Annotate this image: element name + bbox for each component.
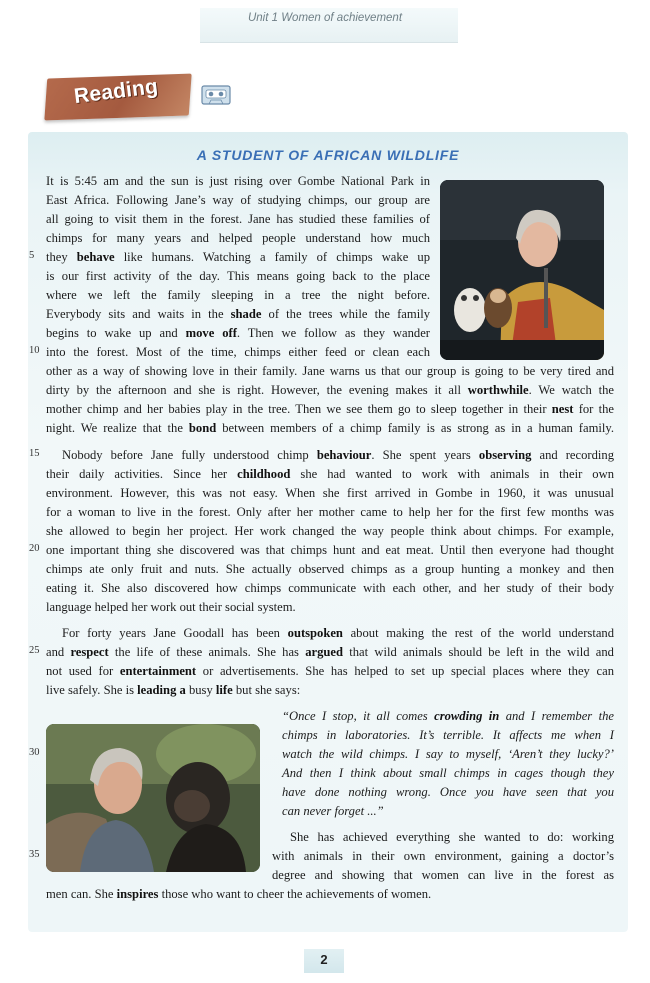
- text-line: [46, 522, 614, 540]
- line-number: 5: [29, 250, 35, 261]
- text-line: [46, 381, 614, 399]
- key-word: move off: [185, 326, 237, 340]
- text-span: . We watch the: [528, 383, 614, 397]
- text-span: And then I think about small chimps in cages though they: [282, 766, 614, 780]
- section-label: Reading: [72, 74, 160, 109]
- text-span: chimps ate only fruit and nuts. She actually observed chimps as a group hunting a monkey and then: [46, 562, 614, 576]
- line-number: 20: [29, 543, 40, 554]
- text-line: [46, 681, 614, 699]
- text-span: It is 5:45 am and the sun is just rising over Gombe National Park in: [46, 174, 430, 188]
- text-line: [46, 465, 614, 483]
- text-line: [46, 419, 614, 437]
- text-line: [46, 400, 614, 418]
- line-number: 10: [29, 345, 40, 356]
- text-line: [46, 503, 614, 521]
- text-line: [46, 305, 430, 323]
- text-line: [46, 662, 614, 680]
- text-span: dirty by the afternoon and she is right. However, the evening makes it all: [46, 383, 468, 397]
- text-span: “Once I stop, it all comes: [282, 709, 435, 723]
- key-word: childhood: [237, 467, 291, 481]
- text-line: [272, 847, 614, 865]
- text-line: [272, 866, 614, 884]
- text-span: busy: [185, 683, 216, 697]
- text-span: night. We realize that the: [46, 421, 189, 435]
- text-span: mother chimp and her babies play in the tree. Then we see them go to sleep together in their: [46, 402, 552, 416]
- text-line: [46, 324, 430, 342]
- key-word: crowding in: [434, 709, 500, 723]
- text-span: live safely. She is: [46, 683, 138, 697]
- text-span: Everybody sits and waits in the: [46, 307, 231, 321]
- text-span: but she says:: [232, 683, 301, 697]
- text-line: [46, 229, 430, 247]
- text-span: men can. She: [46, 887, 117, 901]
- key-word: observing: [478, 448, 532, 462]
- text-span: and: [46, 645, 71, 659]
- text-span: For forty years Jane Goodall has been: [62, 626, 288, 640]
- text-span: their daily activities. Since her: [46, 467, 238, 481]
- text-line: [62, 446, 614, 464]
- text-span: where we left the family sleeping in a tree the night before.: [46, 288, 430, 302]
- text-line: [290, 828, 614, 846]
- text-span: environment. However, this was not easy. When she first arrived in Gombe in 1960, it was unusual: [46, 486, 614, 500]
- text-line: [46, 362, 614, 380]
- article-title: A STUDENT OF AFRICAN WILDLIFE: [196, 147, 460, 163]
- line-number: 25: [29, 645, 40, 656]
- text-line: [46, 210, 430, 228]
- text-span: Nobody before Jane fully understood chimp: [62, 448, 317, 462]
- text-span: about making the rest of the world understand: [342, 626, 614, 640]
- text-line: [46, 885, 614, 903]
- text-span: chimps in laboratories. It’s terrible. It affects me when I: [282, 728, 614, 742]
- text-span: she had wanted to work with animals in their own: [290, 467, 614, 481]
- key-word: entertainment: [119, 664, 197, 678]
- text-line: [46, 598, 614, 616]
- text-span: . She spent years: [371, 448, 479, 462]
- text-line: [46, 560, 614, 578]
- text-span: and I remember the: [499, 709, 614, 723]
- line-number: 15: [29, 448, 40, 459]
- line-number: 30: [29, 747, 40, 758]
- text-span: into the forest. Most of the time, chimps either feed or clean each: [46, 345, 430, 359]
- text-span: one important thing she discovered was that chimps hunt and eat meat. Until then everyone had thought: [46, 543, 614, 557]
- text-span: that wild animals should be left in the wild and: [343, 645, 614, 659]
- text-span: language helped her work out their social system.: [46, 600, 296, 614]
- line-number: 35: [29, 849, 40, 860]
- text-span: all going to visit them in the forest. Jane has studied these families of: [46, 212, 430, 226]
- text-line: [46, 541, 614, 559]
- text-span: chimps for many years and helped people understand how much: [46, 231, 430, 245]
- text-line: [46, 267, 430, 285]
- text-span: those who want to cheer the achievements of women.: [158, 887, 432, 901]
- text-span: of the trees while the family: [261, 307, 430, 321]
- text-span: not used for: [46, 664, 120, 678]
- text-span: East Africa. Following Jane’s way of studying chimps, our group are: [46, 193, 430, 207]
- text-span: begins to wake up and: [46, 326, 186, 340]
- key-word: inspires: [116, 887, 159, 901]
- key-word: respect: [70, 645, 109, 659]
- text-line: [46, 643, 614, 661]
- text-line: [282, 707, 614, 725]
- key-word: argued: [305, 645, 343, 659]
- key-word: shade: [230, 307, 262, 321]
- text-line: [46, 248, 430, 266]
- text-span: watch the wild chimps. I say to myself, ‘Aren’t they lucky?’: [282, 747, 614, 761]
- text-line: [46, 191, 430, 209]
- text-line: [282, 802, 614, 820]
- cassette-tape-icon: [201, 84, 231, 106]
- text-span: between members of a chimp family is as strong as in a human family.: [216, 421, 614, 435]
- key-word: leading a: [137, 683, 186, 697]
- text-span: . Then we follow as they wander: [236, 326, 430, 340]
- text-span: like humans. Watching a family of chimps wake up: [114, 250, 430, 264]
- text-line: [282, 726, 614, 744]
- text-line: [46, 343, 430, 361]
- key-word: behaviour: [316, 448, 372, 462]
- key-word: life: [215, 683, 233, 697]
- jane-goodall-photo: [440, 180, 604, 360]
- key-word: bond: [188, 421, 217, 435]
- jane-goodall-with-chimp-photo: [46, 724, 260, 872]
- key-word: nest: [551, 402, 574, 416]
- text-span: she allowed to begin her project. Her work changed the way people think about chimps. For example,: [46, 524, 614, 538]
- text-line: [62, 624, 614, 642]
- page-number: 2: [320, 952, 328, 967]
- key-word: behave: [76, 250, 115, 264]
- text-line: [46, 484, 614, 502]
- key-word: outspoken: [287, 626, 343, 640]
- text-line: [282, 764, 614, 782]
- text-span: degree and showing that women can live in the forest as: [272, 868, 614, 882]
- text-span: they: [46, 250, 77, 264]
- text-span: or advertisements. She has helped to set up special places where they can: [196, 664, 614, 678]
- text-line: [282, 745, 614, 763]
- text-line: [46, 286, 430, 304]
- text-span: and recording: [531, 448, 614, 462]
- text-span: eating it. She also discovered how chimps communicate with each other, and her study of their body: [46, 581, 614, 595]
- text-span: She has achieved everything she wanted to do: working: [290, 830, 614, 844]
- text-span: can never forget ...”: [282, 804, 384, 818]
- text-span: is our first activity of the day. This means going back to the place: [46, 269, 430, 283]
- text-span: for a woman to live in the forest. Only after her mother came to help her for the first few months was: [46, 505, 614, 519]
- text-line: [46, 172, 430, 190]
- text-span: with animals in their own environment, gaining a doctor’s: [272, 849, 614, 863]
- text-span: other as a way of showing love in their family. Jane warns us that our group is going to be very tired and: [46, 364, 614, 378]
- unit-header: Unit 1 Women of achievement: [247, 12, 403, 24]
- text-span: have done nothing wrong. Once you have seen that you: [282, 785, 614, 799]
- text-span: the life of these animals. She has: [108, 645, 306, 659]
- key-word: worthwhile: [467, 383, 529, 397]
- text-line: [46, 579, 614, 597]
- text-span: for the: [573, 402, 614, 416]
- text-line: [282, 783, 614, 801]
